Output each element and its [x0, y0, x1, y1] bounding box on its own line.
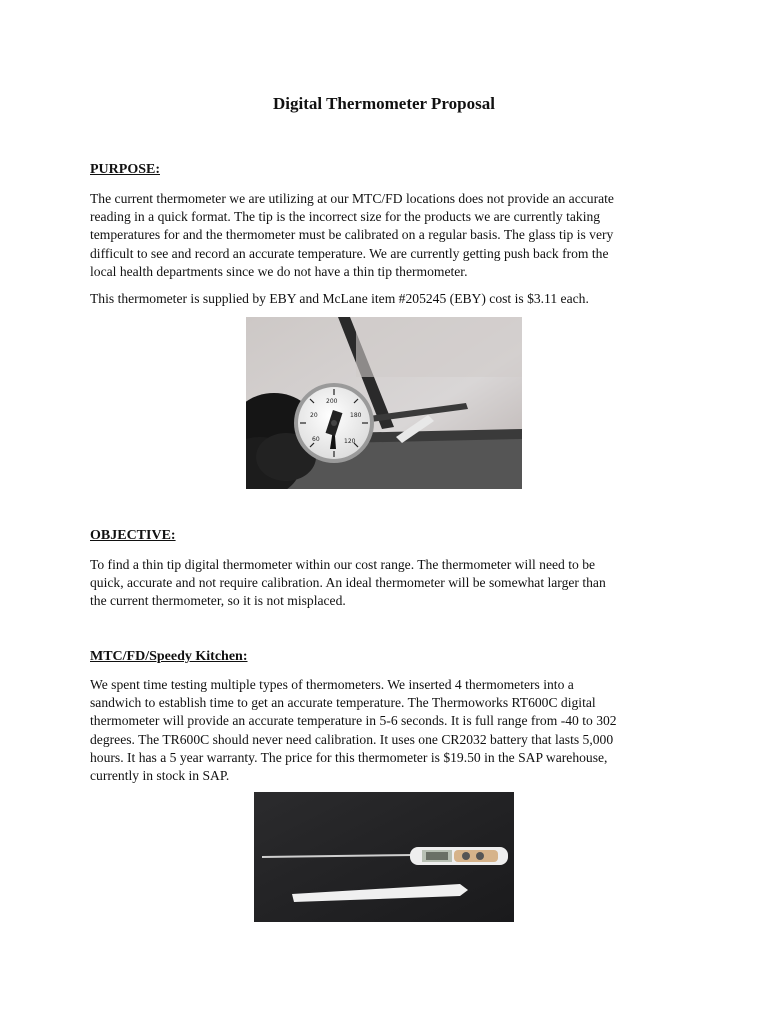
svg-text:20: 20: [310, 412, 318, 419]
objective-paragraph: [90, 556, 690, 611]
text-line: quick, accurate and not require calibration. An ideal thermometer will be somewhat larger than: [90, 575, 606, 591]
objective-heading: OBJECTIVE:: [90, 528, 176, 543]
text-line: sandwich to establish time to get an accurate temperature. The Thermoworks RT600C digital: [90, 695, 596, 711]
document-title: Digital Thermometer Proposal: [273, 94, 495, 113]
svg-text:120: 120: [344, 438, 356, 445]
text-line: hours. It has a 5 year warranty. The price for this thermometer is $19.50 in the SAP warehouse,: [90, 749, 608, 765]
dial-thermometer-photo: [246, 317, 522, 489]
supplier-paragraph: [90, 290, 690, 308]
text-line: This thermometer is supplied by EBY and McLane item #205245 (EBY) cost is $3.11 each.: [90, 291, 589, 306]
text-line: degrees. The TR600C should never need calibration. It uses one CR2032 battery that lasts 5,000: [90, 731, 614, 747]
svg-text:180: 180: [350, 412, 362, 419]
text-line: local health departments since we do not have a thin tip thermometer.: [90, 263, 468, 279]
text-line: the current thermometer, so it is not misplaced.: [90, 593, 346, 609]
text-line: We spent time testing multiple types of thermometers. We inserted 4 thermometers into a: [90, 677, 574, 692]
kitchen-paragraph: [90, 676, 690, 785]
purpose-paragraph: [90, 190, 690, 281]
svg-text:60: 60: [312, 436, 320, 443]
text-line: thermometer will provide an accurate temperature in 5-6 seconds. It is full range from -40 to 302: [90, 713, 617, 729]
text-line: reading in a quick format. The tip is the incorrect size for the products we are currently taking: [90, 209, 601, 225]
text-line: To find a thin tip digital thermometer within our cost range. The thermometer will need to be: [90, 557, 596, 572]
text-line: difficult to see and record an accurate temperature. We are currently getting push back from the: [90, 245, 609, 261]
svg-text:200: 200: [326, 398, 338, 405]
text-line: currently in stock in SAP.: [90, 768, 230, 784]
kitchen-heading: MTC/FD/Speedy Kitchen:: [90, 649, 248, 664]
text-line: The current thermometer we are utilizing at our MTC/FD locations does not provide an accurate: [90, 191, 614, 206]
purpose-heading: PURPOSE:: [90, 162, 160, 177]
text-line: temperatures for and the thermometer must be calibrated on a regular basis. The glass tip is very: [90, 227, 614, 243]
digital-thermometer-photo: [254, 792, 514, 922]
